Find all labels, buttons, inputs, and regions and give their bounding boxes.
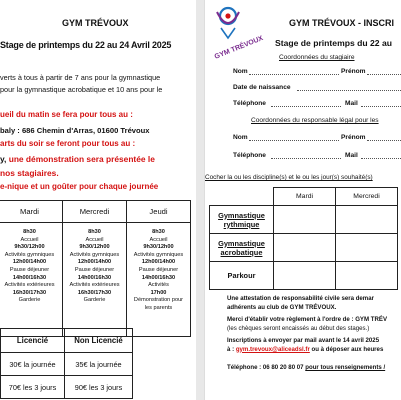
telephone-text: Téléphone : 06 80 20 80 07 pour tous renseignements / bbox=[227, 364, 386, 371]
birthdate-field[interactable] bbox=[297, 85, 401, 91]
flyer-page bbox=[0, 0, 196, 400]
address-text: baly : 686 Chemin d'Arras, 01600 Trévoux bbox=[0, 126, 150, 135]
schedule-line: 17h00 bbox=[150, 289, 167, 296]
pricing-header: Licencié bbox=[1, 329, 65, 353]
schedule-line: Activités bbox=[148, 282, 169, 289]
schedule-cell bbox=[127, 223, 191, 337]
discipline-label: Parkour bbox=[210, 262, 274, 290]
schedule-line: 8h30 bbox=[88, 229, 101, 235]
schedule-line: Activités extérieures bbox=[4, 282, 55, 289]
gym-trevoux-logo bbox=[207, 4, 265, 61]
schedule-line: Pause déjeuner bbox=[74, 266, 115, 273]
reglement-text: Merci d'établir votre règlement à l'ordre de : GYM TRÉV (les chèques seront encaissés au début des stages.) bbox=[227, 316, 388, 332]
demo-highlight: une démonstration sera présentée le bbox=[8, 154, 155, 164]
pricing-cell: 90€ les 3 jours bbox=[65, 376, 133, 399]
schedule-line: Pause déjeuner bbox=[9, 266, 50, 273]
accueil-soir-text: arts du soir se feront pour tous au : bbox=[0, 139, 136, 148]
schedule-line: Activités gymniques bbox=[69, 251, 120, 258]
pricing-cell: 70€ les 3 jours bbox=[1, 376, 65, 399]
schedule-line: 16h30/17h30 bbox=[12, 289, 47, 296]
grid-header-day: Mardi bbox=[274, 188, 336, 206]
prenom-field[interactable] bbox=[367, 69, 401, 75]
intro-line: verts à tous à partir de 7 ans pour la gymnastique bbox=[0, 73, 161, 82]
form-title: GYM TRÉVOUX - INSCRI bbox=[289, 18, 395, 28]
logo-head bbox=[225, 13, 230, 18]
discipline-instruction: Cocher la ou les discipline(s) et le ou les jour(s) souhaité(s) bbox=[205, 174, 373, 181]
logo-figure bbox=[221, 28, 235, 38]
contact-email-link[interactable]: gym.trevoux@aliceadsl.fr bbox=[235, 345, 310, 353]
resp-phone-label: Téléphone bbox=[233, 152, 266, 159]
schedule-line: les parents bbox=[144, 304, 173, 311]
schedule-line: Activités gymniques bbox=[133, 251, 184, 258]
schedule-line: Accueil bbox=[149, 236, 168, 243]
demo-text bbox=[0, 152, 155, 180]
resp-nom-field[interactable] bbox=[249, 135, 339, 141]
resp-prenom-field[interactable] bbox=[367, 135, 401, 141]
resp-mail-label: Mail bbox=[345, 152, 358, 159]
prenom-label: Prénom bbox=[341, 68, 366, 75]
pricing-table bbox=[0, 328, 133, 399]
discipline-grid bbox=[209, 187, 398, 290]
discipline-checkbox[interactable] bbox=[336, 262, 398, 290]
discipline-checkbox[interactable] bbox=[274, 262, 336, 290]
discipline-label: Gymnastique acrobatique bbox=[210, 234, 274, 262]
schedule-line: Pause déjeuner bbox=[138, 266, 179, 273]
schedule-line: Garderie bbox=[18, 297, 41, 304]
section-stagiaire-title: Coordonnées du stagiaire bbox=[279, 54, 355, 61]
schedule-table bbox=[0, 200, 191, 337]
pricing-cell: 30€ la journée bbox=[1, 353, 65, 376]
discipline-checkbox[interactable] bbox=[336, 206, 398, 234]
schedule-line: 9h30/12h00 bbox=[79, 244, 110, 251]
schedule-cell bbox=[0, 223, 63, 337]
schedule-line: 12h00/14h00 bbox=[12, 259, 47, 266]
mail-label: Mail bbox=[345, 100, 358, 107]
demo-line-2: nos stagiaires. bbox=[0, 168, 59, 178]
pricing-cell: 35€ la journée bbox=[65, 353, 133, 376]
discipline-label: Gymnastique rythmique bbox=[210, 206, 274, 234]
schedule-line: 12h00/14h00 bbox=[77, 259, 112, 266]
schedule-line: 8h30 bbox=[23, 229, 36, 235]
schedule-line: Activités gymniques bbox=[4, 251, 55, 258]
schedule-line: Démonstration pour bbox=[133, 297, 184, 304]
schedule-cell bbox=[63, 223, 127, 337]
schedule-header-day: Mercredi bbox=[63, 201, 127, 223]
discipline-checkbox[interactable] bbox=[274, 206, 336, 234]
schedule-line: 8h30 bbox=[152, 229, 165, 235]
logo-text: GYM TRÉVOUX bbox=[213, 34, 265, 61]
birthdate-label: Date de naissance bbox=[233, 84, 291, 91]
demo-prefix: y, bbox=[0, 154, 9, 164]
schedule-header-day: Mardi bbox=[0, 201, 63, 223]
schedule-line: 9h30/12h00 bbox=[14, 244, 45, 251]
resp-prenom-label: Prénom bbox=[341, 134, 366, 141]
schedule-line: Accueil bbox=[85, 236, 104, 243]
grid-header-day: Mercredi bbox=[336, 188, 398, 206]
schedule-line: Accueil bbox=[20, 236, 39, 243]
registration-form-page bbox=[204, 0, 400, 400]
discipline-checkbox[interactable] bbox=[274, 234, 336, 262]
schedule-line: 14h00/16h30 bbox=[77, 274, 112, 281]
schedule-line: 9h30/12h00 bbox=[143, 244, 174, 251]
phone-field[interactable] bbox=[271, 101, 341, 107]
resp-nom-label: Nom bbox=[233, 134, 248, 141]
accueil-matin-text: ueil du matin se fera pour tous au : bbox=[0, 110, 133, 119]
schedule-line: 16h30/17h30 bbox=[77, 289, 112, 296]
flyer-title: GYM TRÉVOUX bbox=[62, 18, 129, 28]
schedule-line: Garderie bbox=[83, 297, 106, 304]
resp-phone-field[interactable] bbox=[271, 153, 341, 159]
form-subtitle: Stage de printemps du 22 au bbox=[275, 38, 392, 48]
pique-nique-text: e-nique et un goûter pour chaque journée bbox=[0, 182, 159, 191]
schedule-line: Activités extérieures bbox=[69, 282, 120, 289]
inscriptions-text: Inscriptions à envoyer par mail avant le 14 avril 2025 à : gym.trevoux@aliceadsl.fr ou à déposer aux heures bbox=[227, 337, 384, 353]
grid-corner bbox=[210, 188, 274, 206]
nom-field[interactable] bbox=[249, 69, 339, 75]
section-responsable-title: Coordonnées du responsable légal pour les bbox=[251, 117, 379, 124]
schedule-line: 14h00/16h30 bbox=[141, 274, 176, 281]
schedule-header-day: Jeudi bbox=[127, 201, 191, 223]
mail-field[interactable] bbox=[361, 101, 401, 107]
attestation-text: Une attestation de responsabilité civile sera demar adhérents au club de GYM TRÉVOUX. bbox=[227, 295, 374, 311]
discipline-checkbox[interactable] bbox=[336, 234, 398, 262]
schedule-line: 12h00/14h00 bbox=[141, 259, 176, 266]
pricing-header: Non Licencié bbox=[65, 329, 133, 353]
resp-mail-field[interactable] bbox=[361, 153, 401, 159]
flyer-subtitle: Stage de printemps du 22 au 24 Avril 2025 bbox=[0, 40, 172, 50]
page-gutter bbox=[196, 0, 204, 400]
phone-label: Téléphone bbox=[233, 100, 266, 107]
intro-line: pour la gymnastique acrobatique et 10 ans pour le bbox=[0, 85, 163, 94]
schedule-line: 14h00/16h30 bbox=[12, 274, 47, 281]
nom-label: Nom bbox=[233, 68, 248, 75]
flyer-intro bbox=[0, 72, 162, 96]
